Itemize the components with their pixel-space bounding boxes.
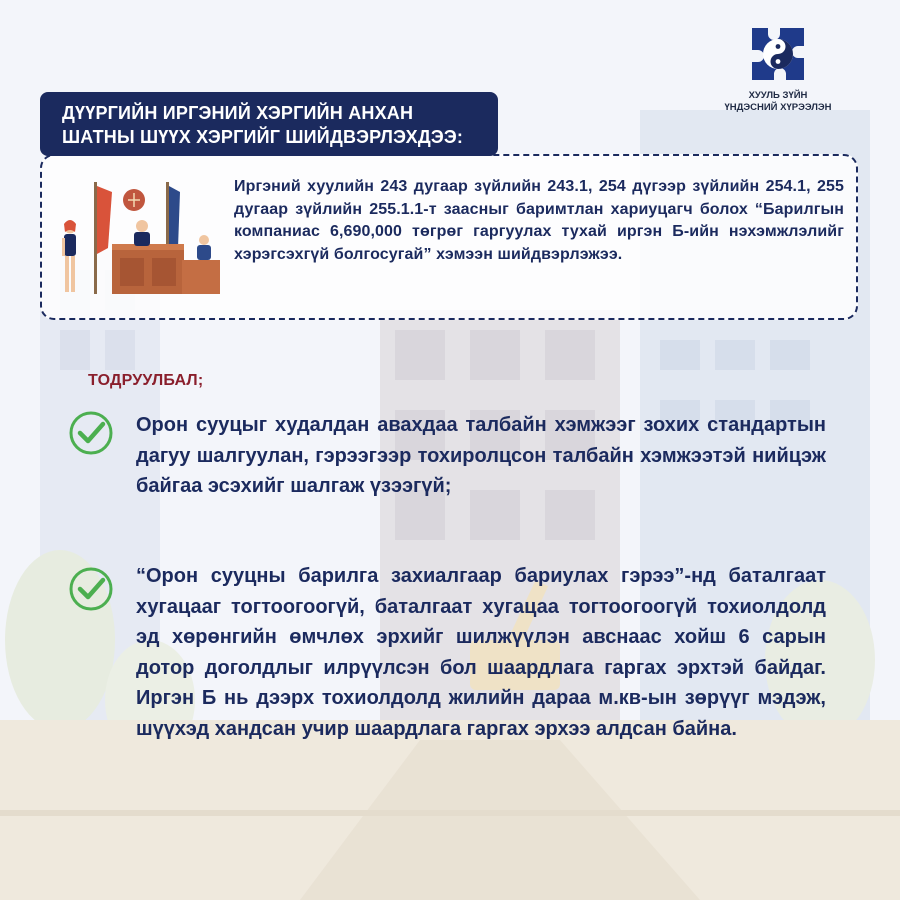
clarification-point-2: “Орон сууцны барилга захиалгаар бариулах гэрээ”-нд баталгаат хугацааг тогтоогоогүй, баталгаат хугацаа тогтоогоогүй тохиолдолд эд хөрөнгийн өмчлөх эрхийг шилжүүлэн авснаас хойш 6 сарын дотор доголдлыг илрүүлсэн бол шаардлага гаргах эрхтэй байдаг. Иргэн Б нь дээрх тохиолдолд жилийн дараа м.кв-ын зөрүүг мэдэж, шүүхэд хандсан учир шаардлага гаргах эрхээ алдсан байна.: [136, 565, 826, 740]
yin-yang-puzzle-icon: [746, 22, 810, 86]
clarification-heading: ТОДРУУЛБАЛ;: [88, 372, 204, 389]
check-circle-icon: [68, 410, 114, 456]
logo-text-line2: ҮНДЭСНИЙ ХҮРЭЭЛЭН: [724, 102, 832, 113]
check-circle-icon: [68, 566, 114, 612]
logo-text-line1: ХУУЛЬ ЗҮЙН: [748, 90, 808, 101]
title-line-2: ШАТНЫ ШҮҮХ ХЭРГИЙГ ШИЙДВЭРЛЭХДЭЭ:: [62, 127, 464, 147]
clarification-point-1: Орон сууцыг худалдан авахдаа талбайн хэмжээг зохих стандартын дагуу шалгуулан, гэрээгээр тохиролцсон талбайн хэмжээтэй нийцэж байгаа эсэхийг шалгаж үзээгүй;: [136, 414, 826, 497]
title-banner: [40, 92, 498, 156]
courtroom-illustration: [54, 178, 224, 298]
intro-decision-text: Иргэний хуулийн 243 дугаар зүйлийн 243.1, 254 дүгээр зүйлийн 254.1, 255 дугаар зүйлийн 255.1.1-т заасныг баримтлан хариуцагч болох “Барилгын компаниас 6,690,000 төгрөг гаргуулах тухай иргэн Б-ийн нэхэмжлэлийг хэрэгсэхгүй болгосугай” хэмээн шийдвэрлэжээ.: [234, 178, 844, 263]
title-line-1: ДҮҮРГИЙН ИРГЭНИЙ ХЭРГИЙН АНХАН: [62, 103, 414, 123]
institute-logo: [716, 22, 840, 114]
